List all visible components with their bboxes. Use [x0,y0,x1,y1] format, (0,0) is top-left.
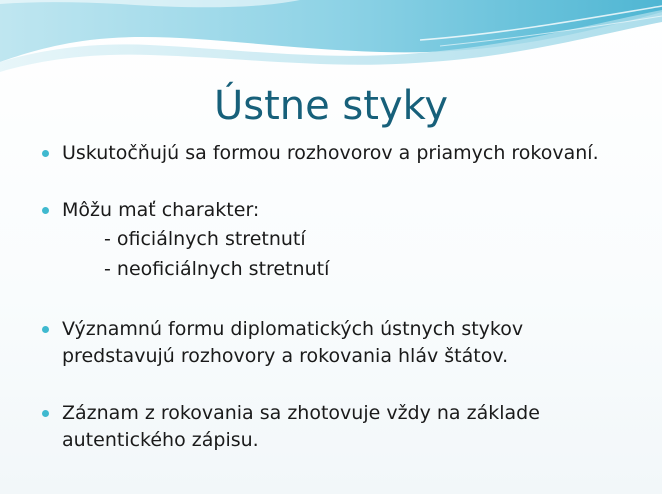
bullet-item [40,316,640,370]
bullet-item [40,140,640,167]
bullet-text: Môžu mať charakter: [62,199,260,221]
bullet-dot-icon [42,410,49,417]
sub-item: - neoficiálnych stretnutí [104,258,330,280]
slide-title: Ústne styky [213,83,449,129]
bullet-list [40,140,640,454]
bullet-text-line: predstavujú rozhovory a rokovania hláv štátov. [62,345,509,367]
bullet-text-line: autentického zápisu. [62,429,259,451]
sub-item: - oficiálnych stretnutí [104,228,306,250]
header-wave-decoration [0,0,662,80]
bullet-text-line: Záznam z rokovania sa zhotovuje vždy na základe [62,402,540,424]
bullet-dot-icon [42,326,49,333]
bullet-dot-icon [42,207,49,214]
bullet-text: Uskutočňujú sa formou rozhovorov a priamych rokovaní. [62,142,599,164]
bullet-dot-icon [42,150,49,157]
bullet-item [40,197,640,224]
bullet-item [40,400,640,454]
bullet-text-line: Významnú formu diplomatických ústnych stykov [62,318,524,340]
